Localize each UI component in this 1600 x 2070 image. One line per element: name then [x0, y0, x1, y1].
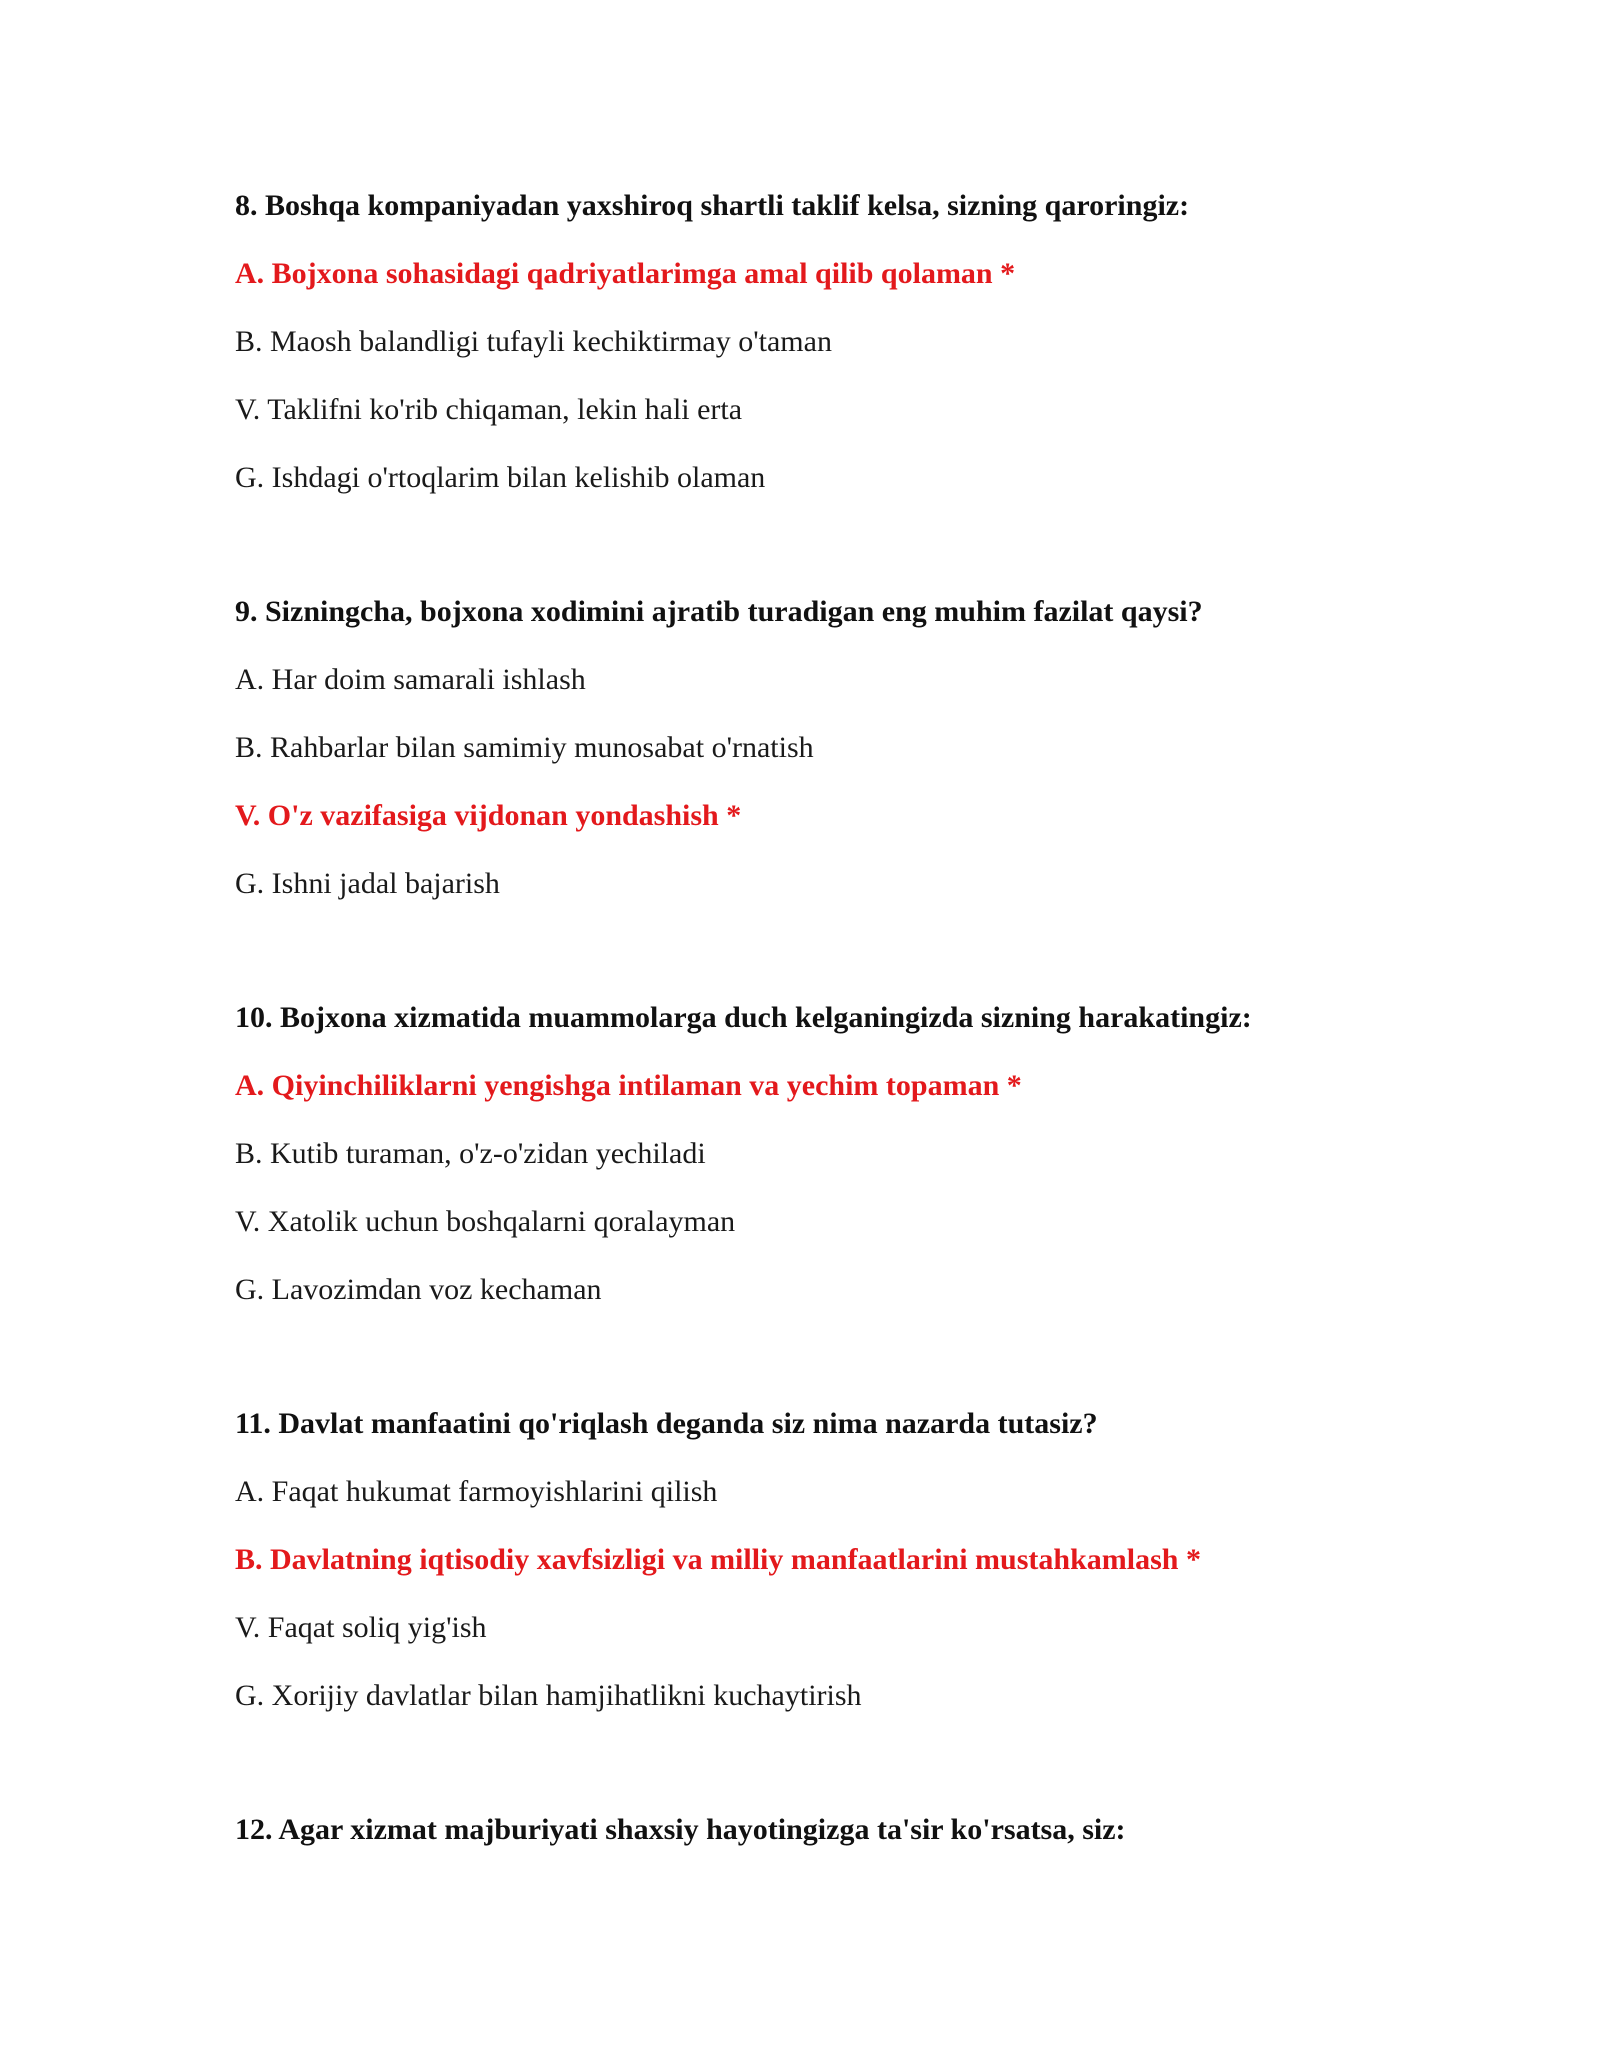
question-text: 12. Agar xizmat majburiyati shaxsiy hayotingizga ta'sir ko'rsatsa, siz:: [235, 1813, 1126, 1846]
question-text: 9. Sizningcha, bojxona xodimini ajratib turadigan eng muhim fazilat qaysi?: [235, 595, 1203, 628]
option-g: G. Ishdagi o'rtoqlarim bilan kelishib olaman: [235, 461, 766, 494]
option-a: A. Faqat hukumat farmoyishlarini qilish: [235, 1475, 718, 1508]
question-12: [235, 1812, 1126, 1880]
option-g: G. Xorijiy davlatlar bilan hamjihatlikni kuchaytirish: [235, 1679, 862, 1712]
question-text: 11. Davlat manfaatini qo'riqlash deganda siz nima nazarda tutasiz?: [235, 1407, 1098, 1440]
option-b: B. Kutib turaman, o'z-o'zidan yechiladi: [235, 1137, 706, 1170]
option-v: V. Xatolik uchun boshqalarni qoralayman: [235, 1205, 736, 1238]
question-8: [235, 188, 1189, 496]
option-b: B. Rahbarlar bilan samimiy munosabat o'rnatish: [235, 731, 814, 764]
document-page: [235, 0, 1435, 2070]
question-9: [235, 594, 1203, 902]
option-a-correct: A. Qiyinchiliklarni yengishga intilaman va yechim topaman *: [235, 1069, 1022, 1102]
question-text: 10. Bojxona xizmatida muammolarga duch kelganingizda sizning harakatingiz:: [235, 1001, 1252, 1034]
option-a: A. Har doim samarali ishlash: [235, 663, 586, 696]
option-b-correct: B. Davlatning iqtisodiy xavfsizligi va milliy manfaatlarini mustahkamlash *: [235, 1543, 1201, 1576]
option-g: G. Ishni jadal bajarish: [235, 867, 500, 900]
question-11: [235, 1406, 1201, 1714]
option-v: V. Faqat soliq yig'ish: [235, 1611, 487, 1644]
option-v: V. Taklifni ko'rib chiqaman, lekin hali erta: [235, 393, 743, 426]
option-g: G. Lavozimdan voz kechaman: [235, 1273, 602, 1306]
option-b: B. Maosh balandligi tufayli kechiktirmay o'taman: [235, 325, 832, 358]
option-v-correct: V. O'z vazifasiga vijdonan yondashish *: [235, 799, 742, 832]
question-text: 8. Boshqa kompaniyadan yaxshiroq shartli taklif kelsa, sizning qaroringiz:: [235, 189, 1190, 222]
option-a-correct: A. Bojxona sohasidagi qadriyatlarimga amal qilib qolaman *: [235, 257, 1016, 290]
question-10: [235, 1000, 1252, 1308]
